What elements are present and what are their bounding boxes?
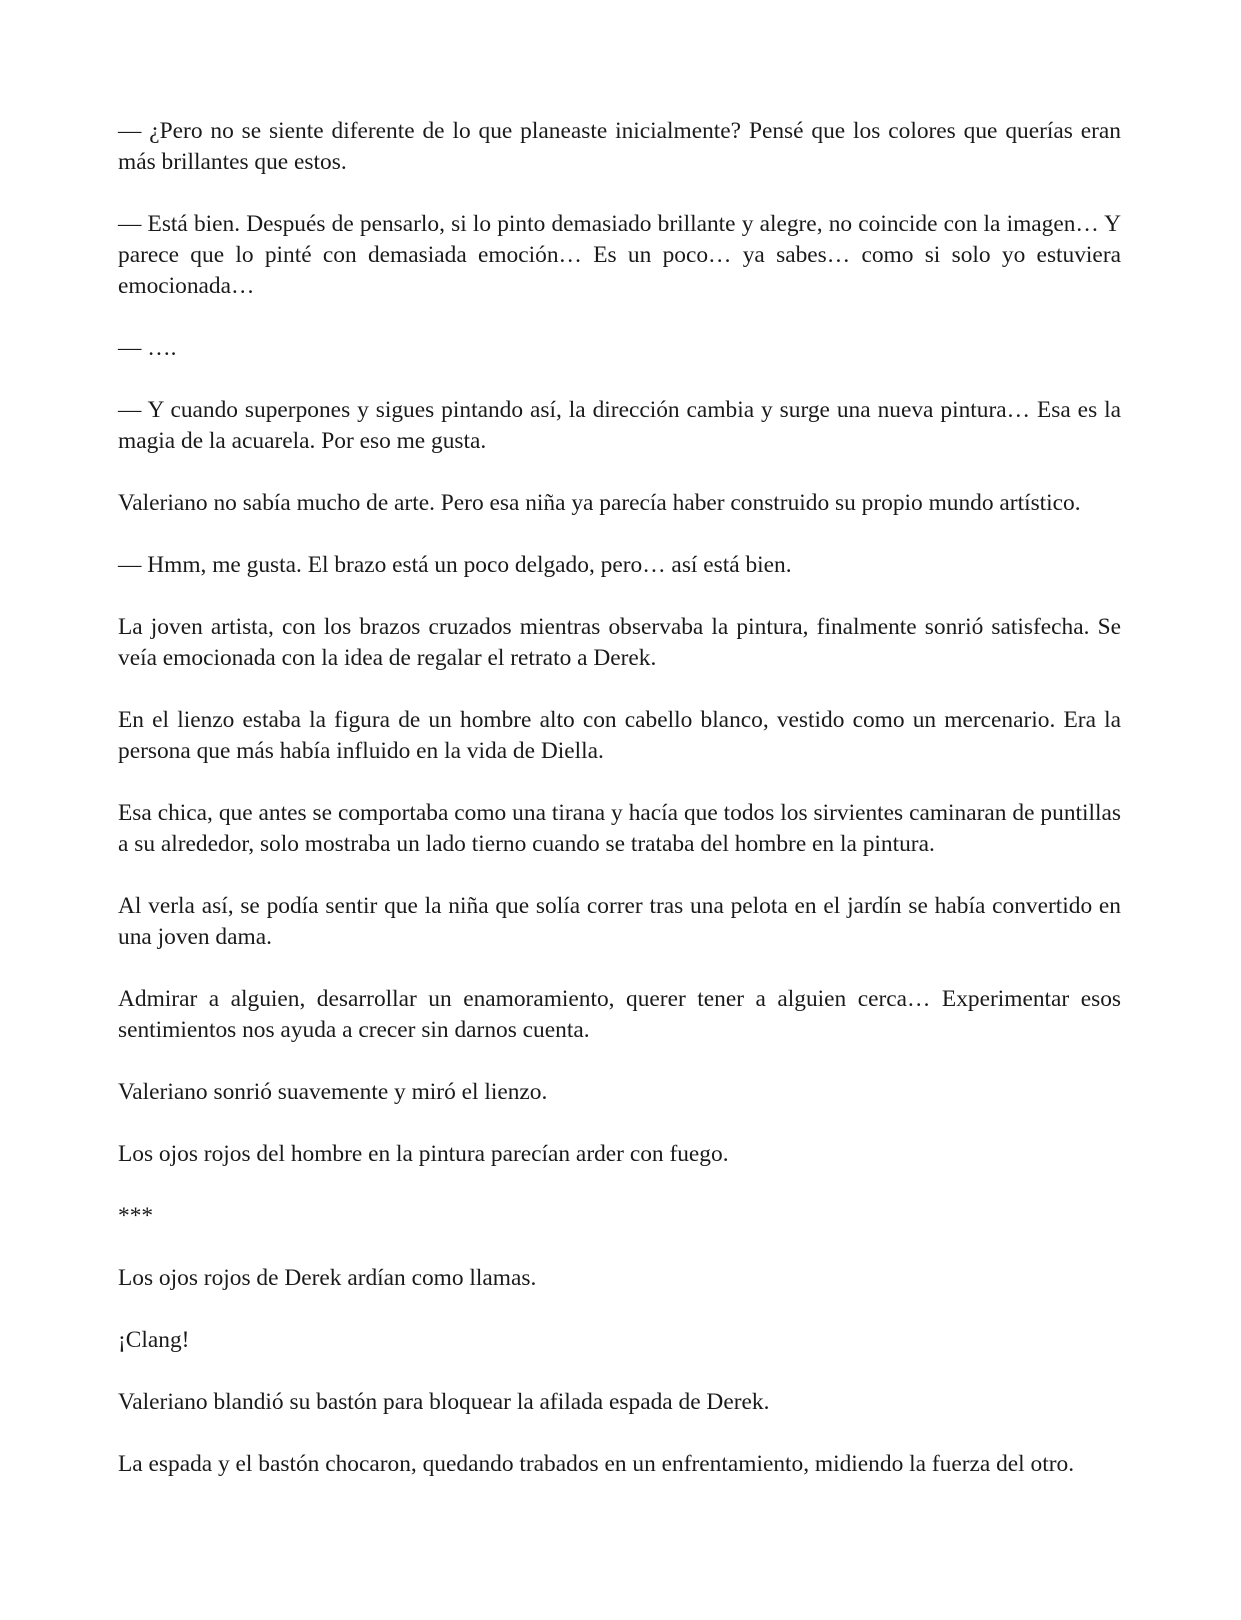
paragraph-dialogue-5: — Hmm, me gusta. El brazo está un poco delgado, pero… así está bien. [118, 552, 792, 578]
paragraph-narration-8: Los ojos rojos del hombre en la pintura parecían arder con fuego. [118, 1141, 729, 1167]
paragraph-sound-effect: ¡Clang! [118, 1327, 190, 1353]
paragraph-dialogue-1: — ¿Pero no se siente diferente de lo que planeaste inicialmente? Pensé que los colores que querías eran más brillantes que estos. [118, 118, 1121, 175]
paragraph-narration-1: Valeriano no sabía mucho de arte. Pero esa niña ya parecía haber construido su propio mundo artístico. [118, 490, 1081, 516]
paragraph-narration-11: La espada y el bastón chocaron, quedando trabados en un enfrentamiento, midiendo la fuerza del otro. [118, 1451, 1075, 1477]
paragraph-dialogue-4: — Y cuando superpones y sigues pintando así, la dirección cambia y surge una nueva pintura… Esa es la magia de la acuarela. Por eso me gusta. [118, 397, 1121, 454]
paragraph-narration-10: Valeriano blandió su bastón para bloquear la afilada espada de Derek. [118, 1389, 770, 1415]
paragraph-narration-2: La joven artista, con los brazos cruzados mientras observaba la pintura, finalmente sonrió satisfecha. Se veía emocionada con la idea de regalar el retrato a Derek. [118, 614, 1121, 671]
paragraph-narration-7: Valeriano sonrió suavemente y miró el lienzo. [118, 1079, 548, 1105]
paragraph-narration-3: En el lienzo estaba la figura de un hombre alto con cabello blanco, vestido como un mercenario. Era la persona que más había influido en la vida de Diella. [118, 707, 1121, 764]
scene-break: *** [118, 1203, 154, 1229]
document-page [118, 116, 1121, 1480]
paragraph-dialogue-3: — …. [118, 335, 177, 361]
paragraph-narration-9: Los ojos rojos de Derek ardían como llamas. [118, 1265, 537, 1291]
paragraph-narration-4: Esa chica, que antes se comportaba como una tirana y hacía que todos los sirvientes caminaran de puntillas a su alrededor, solo mostraba un lado tierno cuando se trataba del hombre en la pintura. [118, 800, 1121, 857]
paragraph-dialogue-2: — Está bien. Después de pensarlo, si lo pinto demasiado brillante y alegre, no coincide con la imagen… Y parece que lo pinté con demasiada emoción… Es un poco… ya sabes… como si solo yo estuviera emocionada… [118, 211, 1121, 299]
paragraph-narration-5: Al verla así, se podía sentir que la niña que solía correr tras una pelota en el jardín se había convertido en una joven dama. [118, 893, 1121, 950]
paragraph-narration-6: Admirar a alguien, desarrollar un enamoramiento, querer tener a alguien cerca… Experimentar esos sentimientos nos ayuda a crecer sin darnos cuenta. [118, 986, 1121, 1043]
